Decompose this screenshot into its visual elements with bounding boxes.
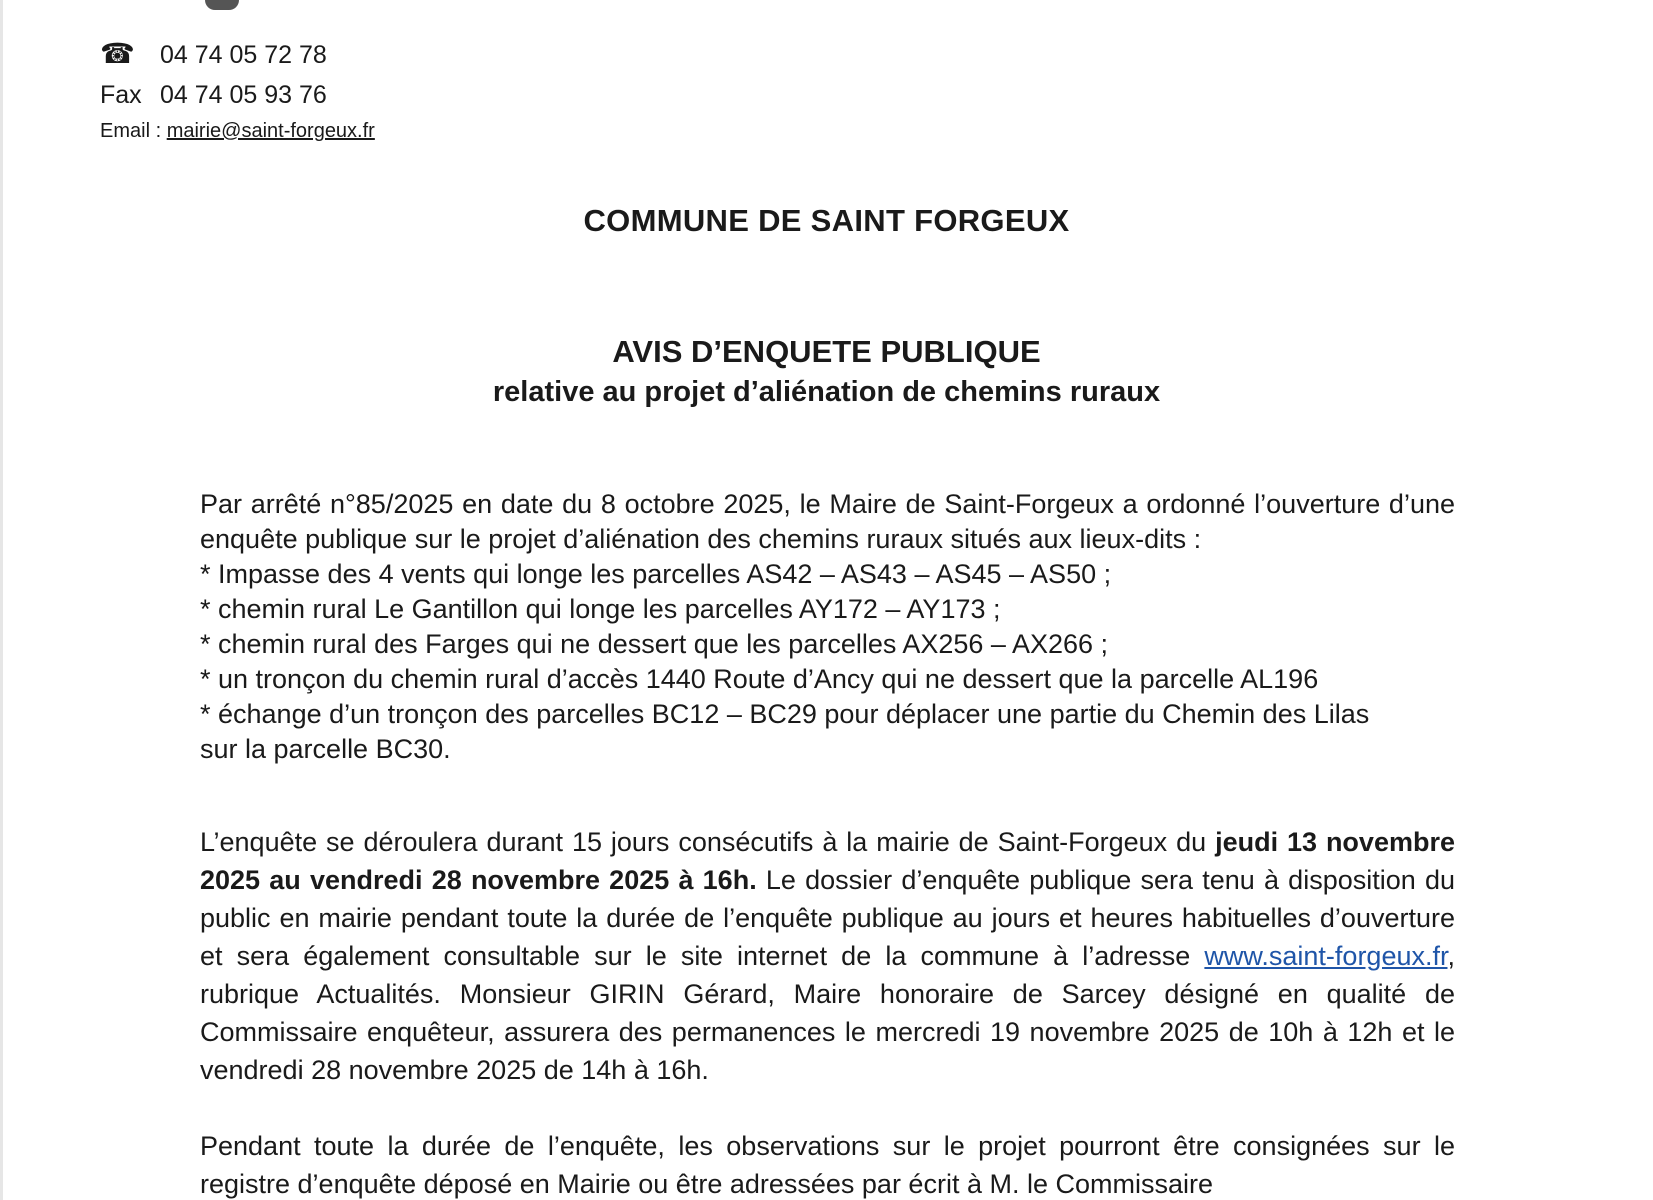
paragraph-enquiry bbox=[200, 823, 1455, 1089]
notice-title: AVIS D’ENQUETE PUBLIQUE bbox=[612, 334, 1041, 369]
email-label: Email : bbox=[100, 120, 162, 142]
telephone-icon: ☎ bbox=[100, 38, 135, 69]
list-item: sur la parcelle BC30. bbox=[200, 734, 451, 764]
list-item: * un tronçon du chemin rural d’accès 1440 Route d’Ancy qui ne dessert que la parcelle AL196 bbox=[200, 664, 1319, 694]
enquiry-dates: jeudi 13 novembre 2025 au vendredi 28 novembre 2025 à 16h. bbox=[200, 827, 1455, 895]
list-item: * chemin rural des Farges qui ne dessert que les parcelles AX256 – AX266 ; bbox=[200, 629, 1109, 659]
email-line bbox=[100, 120, 375, 143]
email-link[interactable]: mairie@saint-forgeux.fr bbox=[166, 120, 375, 142]
commune-title: COMMUNE DE SAINT FORGEUX bbox=[583, 203, 1070, 238]
enquiry-text-3: , rubrique Actualités. Monsieur GIRIN Gérard, Maire honoraire de Sarcey désigné en qualité de Commissaire enquêteur, assurera des permanences le mercredi 19 novembre 2025 de 10h à 12h et le vendredi 28 novembre 2025 de 14h à 16h. bbox=[200, 941, 1455, 1085]
phone-number: 04 74 05 72 78 bbox=[160, 41, 327, 69]
fax-number: 04 74 05 93 76 bbox=[160, 81, 327, 109]
notice-subtitle: relative au projet d’aliénation de chemins ruraux bbox=[492, 376, 1161, 408]
logo-fragment bbox=[205, 0, 239, 10]
page-left-edge bbox=[0, 0, 3, 1200]
list-item: * chemin rural Le Gantillon qui longe les parcelles AY172 – AY173 ; bbox=[200, 594, 1001, 624]
fax-label: Fax bbox=[100, 81, 142, 109]
paragraph-observations: Pendant toute la durée de l’enquête, les observations sur le projet pourront être consignées sur le registre d’enquête déposé en Mairie ou être adressées par écrit à M. le Commissaire bbox=[200, 1131, 1455, 1199]
fax-line bbox=[100, 81, 327, 110]
enquiry-text-1: L’enquête se déroulera durant 15 jours consécutifs à la mairie de Saint-Forgeux du bbox=[200, 827, 1216, 857]
list-item: * échange d’un tronçon des parcelles BC12 – BC29 pour déplacer une partie du Chemin des Lilas bbox=[200, 699, 1370, 729]
website-link[interactable]: www.saint-forgeux.fr bbox=[1204, 941, 1448, 971]
phone-line bbox=[100, 40, 327, 70]
enquiry-text-2: Le dossier d’enquête publique sera tenu à disposition du public en mairie pendant toute la durée de l’enquête publique au jours et heures habituelles d’ouverture et sera également consultable sur le site internet de la commune à l’adresse bbox=[200, 865, 1455, 971]
paragraph-decree bbox=[200, 487, 1455, 767]
decree-intro: Par arrêté n°85/2025 en date du 8 octobre 2025, le Maire de Saint-Forgeux a ordonné l’ouverture d’une enquête publique sur le projet d’aliénation des chemins ruraux situés aux lieux-dits : bbox=[200, 489, 1455, 554]
list-item: * Impasse des 4 vents qui longe les parcelles AS42 – AS43 – AS45 – AS50 ; bbox=[200, 559, 1112, 589]
